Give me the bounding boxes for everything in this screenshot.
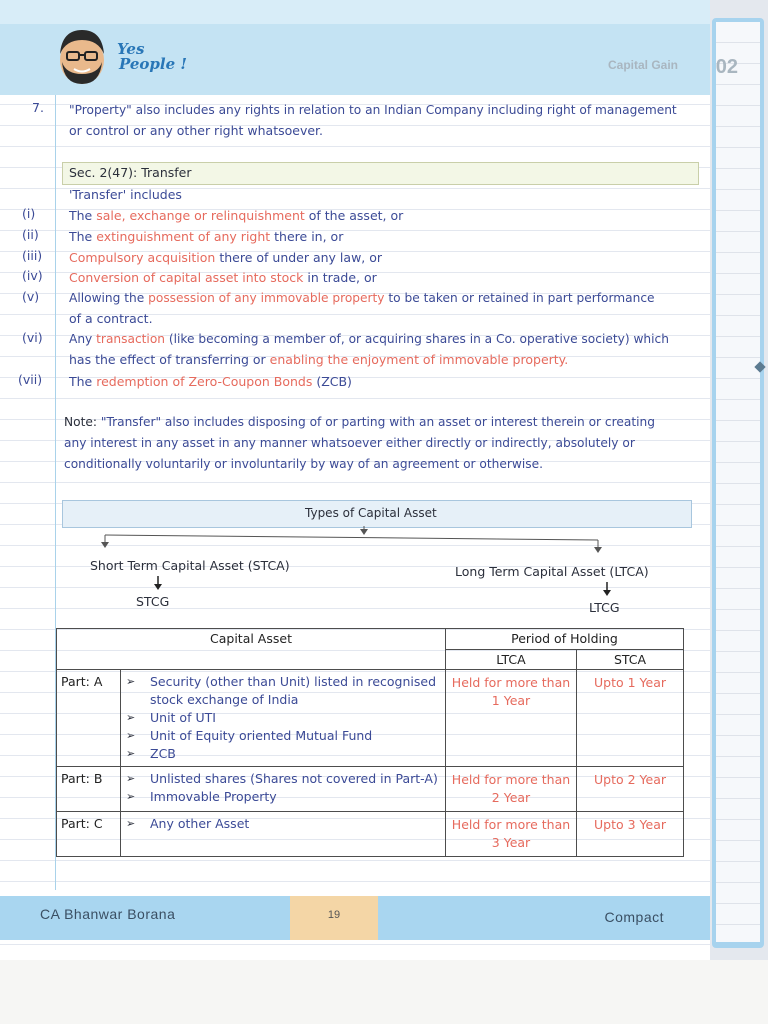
list-item-vii: The redemption of Zero-Coupon Bonds (ZCB) — [69, 374, 352, 389]
list-item: ➢ Any other Asset — [150, 815, 444, 833]
page-number: 19 — [327, 909, 341, 921]
item-7-line-2: or control or any other right whatsoever. — [69, 123, 324, 138]
list-item-vi-cont: has the effect of transferring or enabling the enjoyment of immovable property. — [69, 352, 569, 367]
head-capital-asset: Capital Asset — [57, 629, 446, 670]
stca-cell: Upto 2 Year — [577, 767, 684, 812]
ltcg-label: LTCG — [589, 600, 620, 615]
table-row — [57, 767, 684, 812]
ltca-cell: Held for more than 3 Year — [446, 812, 577, 857]
list-number: (ii) — [22, 227, 39, 242]
stca-cell: Upto 3 Year — [577, 812, 684, 857]
chapter-title: Capital Gain — [607, 58, 678, 72]
chapter-number: 02 — [715, 56, 738, 78]
note-line-2: any interest in any asset in any manner whatsoever either directly or indirectly, absolutely or — [64, 436, 635, 450]
list-number: (iv) — [22, 268, 43, 283]
ltca-label: Long Term Capital Asset (LTCA) — [455, 564, 649, 579]
diagram-title: Types of Capital Asset — [305, 506, 437, 520]
asset-cell — [121, 767, 446, 812]
footer-brand: Compact — [604, 909, 664, 925]
list-item: ➢ Immovable Property — [150, 788, 444, 806]
list-item-i: The sale, exchange or relinquishment of the asset, or — [69, 208, 404, 223]
list-number: (vi) — [22, 330, 43, 345]
part-label: Part: B — [57, 767, 121, 812]
head-ltca: LTCA — [446, 649, 577, 670]
ltca-cell: Held for more than 1 Year — [446, 670, 577, 767]
logo-line-1: Yes — [117, 40, 145, 58]
list-item: ➢ Unit of Equity oriented Mutual Fund — [150, 727, 444, 745]
item-7-line-1: "Property" also includes any rights in relation to an Indian Company including right of management — [69, 103, 677, 117]
item-7-number: 7. — [32, 100, 44, 115]
list-item-ii: The extinguishment of any right there in, or — [69, 229, 344, 244]
asset-cell — [121, 670, 446, 767]
list-item: ➢ Unlisted shares (Shares not covered in Part-A) — [150, 770, 444, 788]
stca-label: Short Term Capital Asset (STCA) — [90, 558, 290, 573]
list-item-vi: Any transaction (like becoming a member of, or acquiring shares in a Co. operative society) which — [69, 332, 669, 346]
section-title: Sec. 2(47): Transfer — [69, 165, 192, 180]
table-row — [57, 670, 684, 767]
table-row — [57, 812, 684, 857]
list-number: (iii) — [22, 248, 43, 263]
note-line-3: conditionally voluntarily or involuntarily by way of an agreement or otherwise. — [64, 457, 543, 471]
stcg-label: STCG — [136, 594, 170, 609]
section-intro: 'Transfer' includes — [69, 187, 182, 202]
page-number-box — [290, 896, 378, 940]
list-item-iv: Conversion of capital asset into stock in trade, or — [69, 270, 377, 285]
part-label: Part: A — [57, 670, 121, 767]
list-number: (v) — [22, 289, 40, 304]
list-item-v-cont: of a contract. — [69, 311, 153, 326]
holding-period-table — [56, 628, 684, 857]
stca-cell: Upto 1 Year — [577, 670, 684, 767]
list-item: ➢ ZCB — [150, 745, 444, 763]
asset-cell — [121, 812, 446, 857]
logo-line-2: People ! — [119, 55, 187, 73]
footer-author: CA Bhanwar Borana — [40, 906, 176, 922]
list-item: ➢ Unit of UTI — [150, 709, 444, 727]
ltca-cell: Held for more than 2 Year — [446, 767, 577, 812]
note-label: Note: — [64, 415, 97, 429]
note-line-1: Note: "Transfer" also includes disposing of or parting with an asset or interest therein or creating — [64, 415, 655, 429]
list-number: (vii) — [18, 372, 43, 387]
head-stca: STCA — [577, 649, 684, 670]
footer-band — [0, 896, 710, 940]
list-item-v: Allowing the possession of any immovable property to be taken or retained in part performance — [69, 291, 655, 305]
list-item-iii: Compulsory acquisition there of under any law, or — [69, 250, 383, 265]
part-label: Part: C — [57, 812, 121, 857]
list-item: ➢ Security (other than Unit) listed in recognised stock exchange of India — [150, 673, 444, 709]
list-number: (i) — [22, 206, 36, 221]
head-period-of-holding: Period of Holding — [446, 629, 684, 650]
